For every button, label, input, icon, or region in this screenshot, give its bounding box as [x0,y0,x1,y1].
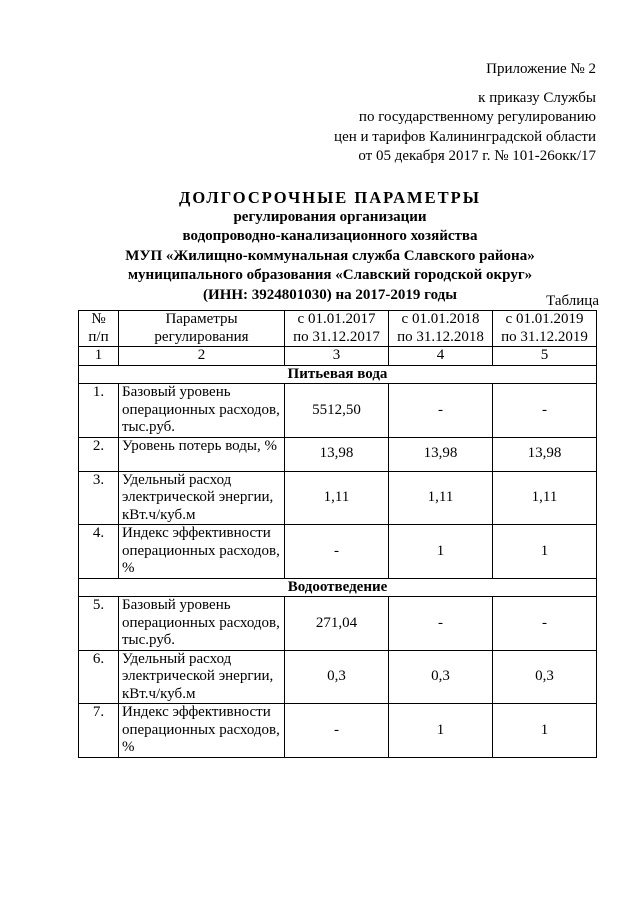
row-number: 7. [79,704,119,758]
annex-title: Приложение № 2 [486,61,596,77]
value-2017: 271,04 [285,597,389,651]
value-2018: 1 [389,704,493,758]
value-2019: 13,98 [493,437,597,471]
value-2017: - [285,704,389,758]
value-2018: - [389,384,493,438]
header-cell [493,311,597,347]
annex-line: к приказу Службы [478,89,596,106]
parameter-name: Индекс эффективности операционных расходов, % [119,704,285,758]
header-period-2018: с 01.01.2018 по 31.12.2018 [397,311,484,345]
value-2017: 13,98 [285,437,389,471]
value-2018: 1 [389,525,493,579]
heading-line: водопроводно-канализационного хозяйства [182,228,478,244]
heading-line: муниципального образования «Славский городской округ» [127,267,533,283]
row-number: 6. [79,650,119,704]
index-cell: 2 [119,347,285,366]
header-parameters-label: Параметры регулирования [154,311,249,345]
header-period-2019: с 01.01.2019 по 31.12.2019 [501,311,588,345]
table-body [79,347,597,758]
annex-line: цен и тарифов Калининградской области [334,128,596,145]
annex-line: от 05 декабря 2017 г. № 101-26окк/17 [358,148,596,164]
table-row [79,704,597,758]
header-cell [79,311,119,347]
row-number: 5. [79,597,119,651]
parameter-name: Индекс эффективности операционных расходов, % [119,525,285,579]
value-2017: 0,3 [285,650,389,704]
table-row [79,437,597,471]
heading-line: регулирования организации [233,208,427,225]
index-cell: 3 [285,347,389,366]
column-index-row [79,347,597,366]
header-number-label: № п/п [88,311,109,345]
table-row [79,597,597,651]
parameter-name: Удельный расход электрической энергии, кВт.ч/куб.м [119,650,285,704]
value-2018: 13,98 [389,437,493,471]
header-cell [119,311,285,347]
value-2018: 0,3 [389,650,493,704]
index-cell: 1 [79,347,119,366]
header-period-2017: с 01.01.2017 по 31.12.2017 [293,311,380,345]
index-cell: 5 [493,347,597,366]
table-row [79,650,597,704]
annex-block [300,60,596,167]
value-2019: 1 [493,525,597,579]
table-row [79,384,597,438]
value-2017: 1,11 [285,471,389,525]
section-row [79,578,597,597]
value-2019: 1,11 [493,471,597,525]
value-2019: 1 [493,704,597,758]
value-2019: 0,3 [493,650,597,704]
row-number: 1. [79,384,119,438]
heading-main: ДОЛГОСРОЧНЫЕ ПАРАМЕТРЫ [179,188,481,207]
table-row [79,525,597,579]
value-2019: - [493,597,597,651]
section-title: Питьевая вода [79,365,597,384]
table-caption: Таблица [546,293,599,309]
parameter-name: Уровень потерь воды, % [119,437,285,471]
annex-line: по государственному регулированию [358,109,596,125]
document-heading [60,188,600,305]
header-cell [285,311,389,347]
section-title: Водоотведение [79,578,597,597]
table-header [79,311,597,347]
parameters-table [78,310,597,758]
value-2018: - [389,597,493,651]
row-number: 4. [79,525,119,579]
parameter-name: Удельный расход электрической энергии, кВт.ч/куб.м [119,471,285,525]
index-cell: 4 [389,347,493,366]
heading-line: (ИНН: 3924801030) на 2017-2019 годы [203,286,457,303]
heading-line: МУП «Жилищно-коммунальная служба Славского района» [125,247,535,264]
value-2017: 5512,50 [285,384,389,438]
row-number: 3. [79,471,119,525]
value-2017: - [285,525,389,579]
parameter-name: Базовый уровень операционных расходов, тыс.руб. [119,597,285,651]
parameter-name: Базовый уровень операционных расходов, тыс.руб. [119,384,285,438]
table-row [79,471,597,525]
header-cell [389,311,493,347]
value-2019: - [493,384,597,438]
value-2018: 1,11 [389,471,493,525]
section-row [79,365,597,384]
row-number: 2. [79,437,119,471]
